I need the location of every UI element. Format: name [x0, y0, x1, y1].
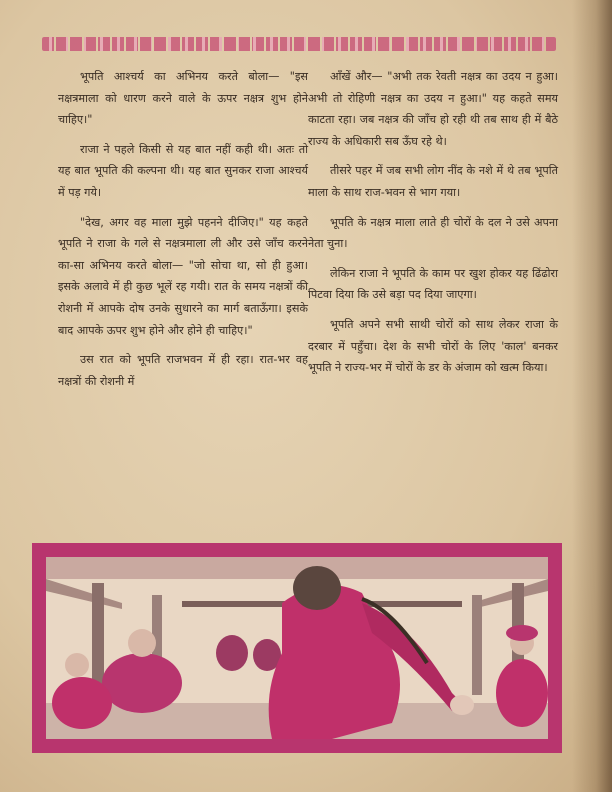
paragraph: आँखें और— "अभी तक रेवती नक्षत्र का उदय न हुआ। अभी तो रोहिणी नक्षत्र का उदय न हुआ।" यह कहते समय काटता रहा। जब नक्षत्र की जाँच हो रही थी तब साथ ही में बैठे राज्य के अधिकारी सब ऊँघ रहे थे।	[308, 70, 558, 148]
paragraph: राजा ने पहले किसी से यह बात नहीं कही थी। अतः तो यह बात भूपति की कल्पना थी। यह बात सुनकर राजा आश्चर्य में पड़ गये।	[58, 142, 308, 199]
paragraph: भूपति आश्चर्य का अभिनय करते बोला— "इस नक्षत्रमाला को धारण करने वाले के ऊपर नक्षत्र शुभ होने चाहिए।"	[58, 70, 308, 127]
turban	[506, 625, 538, 641]
page-spine-shadow	[572, 0, 612, 792]
background-figure	[216, 635, 248, 671]
paragraph: तीसरे पहर में जब सभी लोग नींद के नशे में थे तब भूपति माला के साथ राज-भवन से भाग गया।	[308, 164, 558, 199]
paragraph: भूपति अपने सभी साथी चोरों को साथ लेकर राजा के दरबार में पहुँचा। देश के सभी चोरों के लिए 'काल' बनकर भूपति ने राज्य-भर में चोरों के डर के अंजाम को खत्म किया।	[308, 317, 558, 375]
paragraph: भूपति के नक्षत्र माला लाते ही चोरों के दल ने उसे अपना नेता चुना।	[308, 215, 558, 251]
court-illustration	[32, 543, 562, 753]
main-figure-hand	[450, 695, 474, 715]
courtier-head	[65, 653, 89, 677]
courtier-figure	[496, 659, 548, 727]
courtier-figure	[52, 677, 112, 729]
courtier-head	[128, 629, 156, 657]
column	[472, 595, 482, 695]
ceiling	[46, 557, 548, 579]
decorative-border	[42, 37, 556, 51]
paragraph: उस रात को भूपति राजभवन में ही रहा। रात-भर वह नक्षत्रों की रोशनी में	[58, 353, 308, 388]
right-text-column	[308, 66, 558, 387]
illustration-drawing	[32, 543, 562, 753]
courtier-figure	[102, 653, 182, 713]
paragraph: लेकिन राजा ने भूपति के काम पर खुश होकर यह ढिंढोरा पिटवा दिया कि उसे बड़ा पद दिया जाएगा।	[308, 266, 558, 302]
paragraph: "देख, अगर वह माला मुझे पहनने दीजिए।" यह कहते भूपति ने राजा के गले से नक्षत्रमाला ली और उसे जाँच करने का-सा अभिनय करते बोला— "जो सोचा था, सो ही हुआ। इसके अलावे में ही कुछ भूलें रह गयी। रात के समय नक्षत्रों की रोशनी में आपके दोष उनके सुधारने का मार्ग बताऊँगा। इसके बाद आपके ऊपर शुभ होने और होने ही चाहिए।"	[58, 215, 308, 337]
main-figure-hair	[293, 566, 341, 610]
left-text-column	[58, 66, 308, 400]
